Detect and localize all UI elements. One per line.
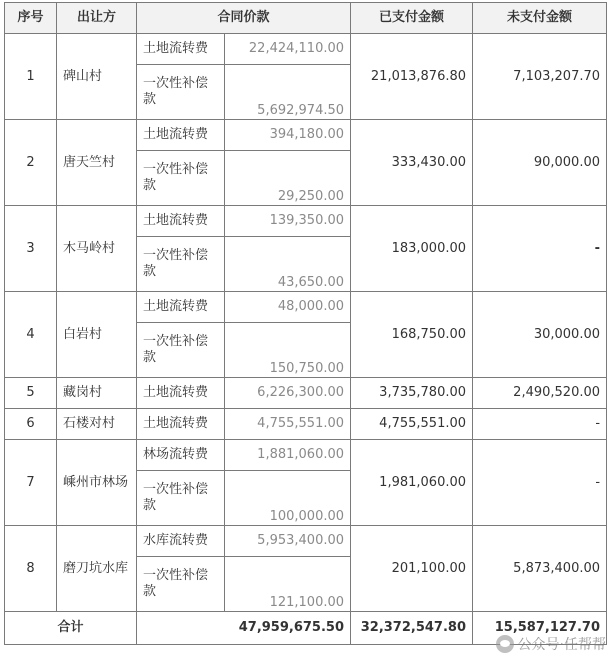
- row-index: 6: [5, 409, 57, 440]
- contract-item-type: 林场流转费: [137, 440, 225, 471]
- row-paid: 201,100.00: [351, 526, 473, 612]
- table-row: [5, 378, 607, 409]
- contract-item-type: 土地流转费: [137, 34, 225, 65]
- row-index: 8: [5, 526, 57, 612]
- wechat-icon: [496, 635, 514, 653]
- row-party: 磨刀坑水库: [57, 526, 137, 612]
- table-row: [5, 34, 607, 65]
- row-party: 木马岭村: [57, 206, 137, 292]
- contract-item-type: 一次性补偿款: [137, 65, 225, 120]
- row-party: 藏岗村: [57, 378, 137, 409]
- contract-item-type: 一次性补偿款: [137, 471, 225, 526]
- contract-item-type: 土地流转费: [137, 409, 225, 440]
- contract-item-amount: 5,953,400.00: [225, 526, 351, 557]
- row-unpaid: -: [473, 440, 607, 526]
- row-index: 7: [5, 440, 57, 526]
- row-unpaid: -: [473, 409, 607, 440]
- row-paid: 168,750.00: [351, 292, 473, 378]
- contract-item-type: 水库流转费: [137, 526, 225, 557]
- contract-item-amount: 394,180.00: [225, 120, 351, 151]
- row-unpaid: -: [473, 206, 607, 292]
- table-row: [5, 206, 607, 237]
- contract-item-amount: 4,755,551.00: [225, 409, 351, 440]
- contract-item-type: 一次性补偿款: [137, 557, 225, 612]
- table-row: [5, 120, 607, 151]
- header-unpaid: 未支付金额: [473, 3, 607, 34]
- row-party: 石楼对村: [57, 409, 137, 440]
- total-paid: 32,372,547.80: [351, 612, 473, 645]
- row-unpaid: 2,490,520.00: [473, 378, 607, 409]
- contract-item-amount: 29,250.00: [225, 151, 351, 206]
- row-paid: 333,430.00: [351, 120, 473, 206]
- row-paid: 4,755,551.00: [351, 409, 473, 440]
- contract-item-type: 土地流转费: [137, 292, 225, 323]
- total-unpaid: 15,587,127.70: [473, 612, 607, 645]
- table-row: [5, 292, 607, 323]
- row-index: 3: [5, 206, 57, 292]
- header-party: 出让方: [57, 3, 137, 34]
- total-label: 合计: [5, 612, 137, 645]
- contract-item-type: 土地流转费: [137, 378, 225, 409]
- row-paid: 183,000.00: [351, 206, 473, 292]
- row-index: 2: [5, 120, 57, 206]
- contract-item-amount: 139,350.00: [225, 206, 351, 237]
- contract-item-amount: 6,226,300.00: [225, 378, 351, 409]
- row-paid: 3,735,780.00: [351, 378, 473, 409]
- contract-item-type: 一次性补偿款: [137, 151, 225, 206]
- table-row: [5, 440, 607, 471]
- contract-item-amount: 100,000.00: [225, 471, 351, 526]
- header-paid: 已支付金额: [351, 3, 473, 34]
- contract-item-amount: 150,750.00: [225, 323, 351, 378]
- contract-item-type: 一次性补偿款: [137, 237, 225, 292]
- contract-item-amount: 1,881,060.00: [225, 440, 351, 471]
- contract-item-type: 土地流转费: [137, 206, 225, 237]
- total-contract: 47,959,675.50: [137, 612, 351, 645]
- contract-item-amount: 43,650.00: [225, 237, 351, 292]
- row-party: 唐天竺村: [57, 120, 137, 206]
- contract-item-amount: 5,692,974.50: [225, 65, 351, 120]
- header-row: [5, 3, 607, 34]
- contract-item-amount: 121,100.00: [225, 557, 351, 612]
- header-contract: 合同价款: [137, 3, 351, 34]
- row-index: 4: [5, 292, 57, 378]
- row-index: 1: [5, 34, 57, 120]
- row-paid: 1,981,060.00: [351, 440, 473, 526]
- table-row: [5, 526, 607, 557]
- contract-item-type: 土地流转费: [137, 120, 225, 151]
- payment-table: [4, 2, 607, 645]
- header-idx: 序号: [5, 3, 57, 34]
- row-unpaid: 90,000.00: [473, 120, 607, 206]
- watermark: [496, 634, 606, 654]
- watermark-text: 公众号·任帮帮: [517, 637, 606, 653]
- row-party: 碑山村: [57, 34, 137, 120]
- contract-item-amount: 22,424,110.00: [225, 34, 351, 65]
- row-party: 白岩村: [57, 292, 137, 378]
- table-row: [5, 409, 607, 440]
- row-party: 嵊州市林场: [57, 440, 137, 526]
- row-unpaid: 30,000.00: [473, 292, 607, 378]
- contract-item-type: 一次性补偿款: [137, 323, 225, 378]
- row-index: 5: [5, 378, 57, 409]
- table-body: [5, 34, 607, 645]
- row-unpaid: 7,103,207.70: [473, 34, 607, 120]
- row-paid: 21,013,876.80: [351, 34, 473, 120]
- row-unpaid: 5,873,400.00: [473, 526, 607, 612]
- contract-item-amount: 48,000.00: [225, 292, 351, 323]
